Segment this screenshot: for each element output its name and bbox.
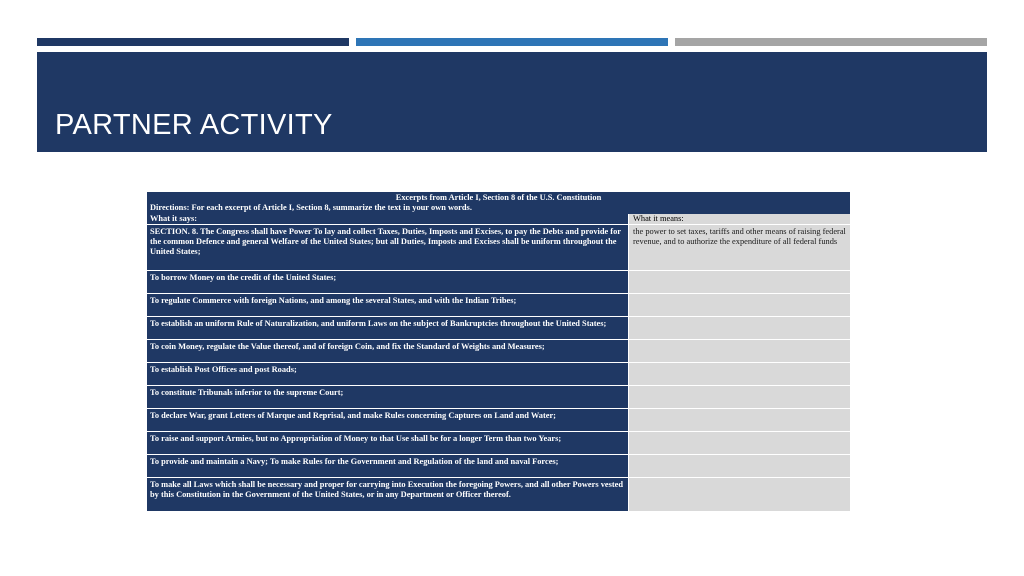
table-row <box>147 293 850 316</box>
excerpt-cell: To make all Laws which shall be necessary and proper for carrying into Execution the foregoing Powers, and all other Powers vested by this Constitution in the Government of the United States, or in any Department or Officer thereof. <box>147 478 629 511</box>
column-header-what-it-says: What it says: <box>147 214 629 224</box>
meaning-cell[interactable] <box>629 294 850 316</box>
worksheet-directions: Directions: For each excerpt of Article I, Section 8, summarize the text in your own words. <box>150 203 472 213</box>
accent-bar-gray <box>675 38 987 46</box>
excerpt-cell: To constitute Tribunals inferior to the supreme Court; <box>147 386 629 408</box>
table-row <box>147 385 850 408</box>
meaning-cell[interactable]: the power to set taxes, tariffs and other means of raising federal revenue, and to authorize the expenditure of all federal funds <box>629 225 850 270</box>
worksheet-header <box>147 192 850 214</box>
table-row <box>147 477 850 511</box>
excerpt-cell: To raise and support Armies, but no Appropriation of Money to that Use shall be for a longer Term than two Years; <box>147 432 629 454</box>
worksheet-rows <box>147 224 850 511</box>
table-row <box>147 431 850 454</box>
table-row <box>147 316 850 339</box>
table-row <box>147 408 850 431</box>
excerpt-cell: To provide and maintain a Navy; To make Rules for the Government and Regulation of the land and naval Forces; <box>147 455 629 477</box>
title-band <box>37 52 987 152</box>
column-header-row <box>147 214 850 224</box>
excerpt-cell: To coin Money, regulate the Value thereof, and of foreign Coin, and fix the Standard of Weights and Measures; <box>147 340 629 362</box>
meaning-cell[interactable] <box>629 271 850 293</box>
column-header-what-it-means: What it means: <box>629 214 850 224</box>
excerpt-cell: To borrow Money on the credit of the United States; <box>147 271 629 293</box>
excerpt-cell: To establish Post Offices and post Roads; <box>147 363 629 385</box>
worksheet-caption: Excerpts from Article I, Section 8 of the U.S. Constitution <box>395 193 602 202</box>
table-row <box>147 339 850 362</box>
excerpt-cell: SECTION. 8. The Congress shall have Power To lay and collect Taxes, Duties, Imposts and Excises, to pay the Debts and provide for the common Defence and general Welfare of the United States; but all Duties, Imposts and Excises shall be uniform throughout the United States; <box>147 225 629 270</box>
meaning-cell[interactable] <box>629 386 850 408</box>
meaning-cell[interactable] <box>629 363 850 385</box>
accent-bar-navy <box>37 38 349 46</box>
table-row <box>147 224 850 270</box>
worksheet-table <box>147 192 850 511</box>
table-row <box>147 270 850 293</box>
meaning-cell[interactable] <box>629 409 850 431</box>
slide-title: PARTNER ACTIVITY <box>55 109 333 141</box>
meaning-cell[interactable] <box>629 478 850 511</box>
meaning-cell[interactable] <box>629 340 850 362</box>
excerpt-cell: To regulate Commerce with foreign Nations, and among the several States, and with the Indian Tribes; <box>147 294 629 316</box>
accent-bar-blue <box>356 38 668 46</box>
meaning-cell[interactable] <box>629 432 850 454</box>
excerpt-cell: To declare War, grant Letters of Marque and Reprisal, and make Rules concerning Captures on Land and Water; <box>147 409 629 431</box>
excerpt-cell: To establish an uniform Rule of Naturalization, and uniform Laws on the subject of Bankruptcies throughout the United States; <box>147 317 629 339</box>
table-row <box>147 362 850 385</box>
meaning-cell[interactable] <box>629 317 850 339</box>
table-row <box>147 454 850 477</box>
meaning-cell[interactable] <box>629 455 850 477</box>
